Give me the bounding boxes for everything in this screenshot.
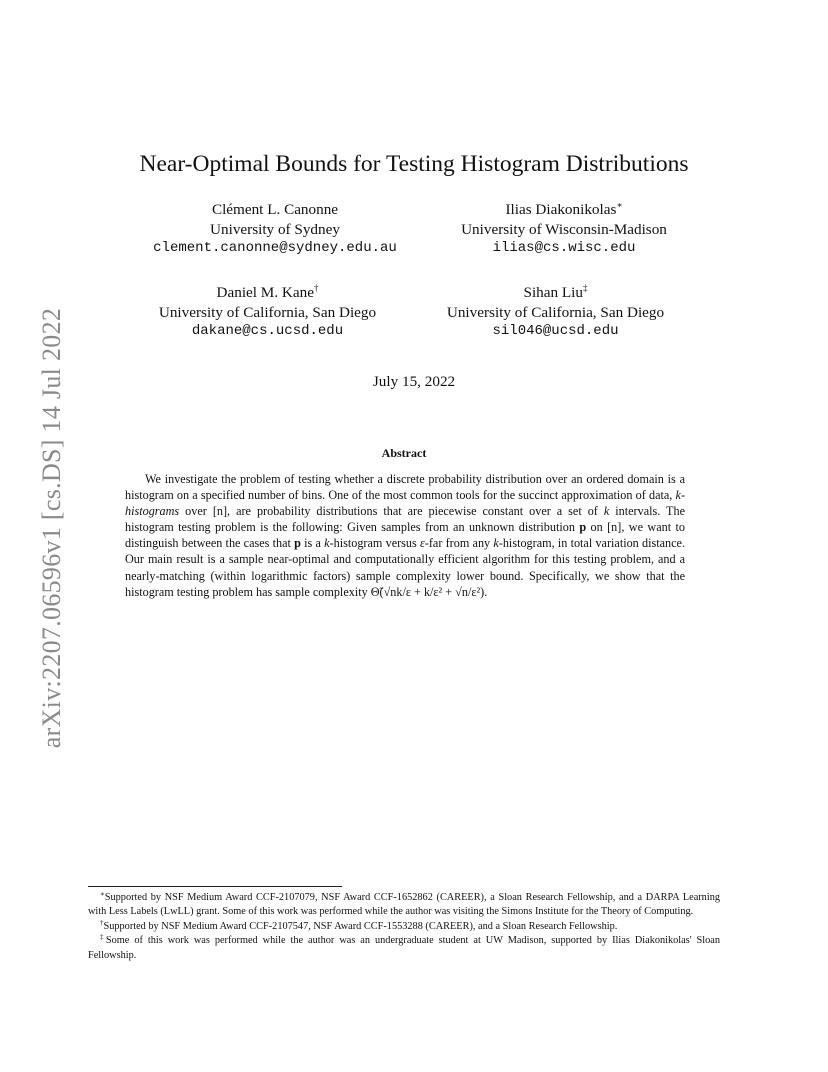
author-affiliation: University of California, San Diego — [446, 303, 665, 321]
paper-title: Near-Optimal Bounds for Testing Histogram Distributions — [139, 151, 689, 177]
complexity-formula: Θ̃(√nk/ε + k/ε² + √n/ε²) — [370, 584, 485, 599]
footnotes — [88, 891, 720, 963]
author-email[interactable]: ilias@cs.wisc.edu — [492, 240, 636, 256]
arxiv-stamp: arXiv:2207.06596v1 [cs.DS] 14 Jul 2022 — [37, 307, 66, 749]
paper-date: July 15, 2022 — [372, 373, 456, 390]
author-name: Clément L. Canonne — [211, 201, 339, 218]
author-affiliation: University of California, San Diego — [158, 303, 377, 321]
author-block — [139, 200, 411, 259]
footnote-divider — [88, 886, 342, 887]
footnote: ‡Some of this work was performed while the author was an undergraduate student at UW Madison, supported by Ilias Diakonikolas' Sloan Fellowship. — [88, 933, 721, 961]
abstract-body: We investigate the problem of testing whether a discrete probability distribution over an ordered domain is a histogram on a specified number of bins. One of the most common tools for the succinct approximation of data, k-histograms over [n], are probability distributions that are piecewise constant over a set of k intervals. The histogram testing problem is the following: Given samples from an unknown distribution p on [n], we want to distinguish between the cases that p is a k-histogram versus ε-far from any k-histogram, in total variation distance. Our main result is a sample near-optimal and computationally efficient algorithm for this testing problem, and a nearly-matching (within logarithmic factors) sample complexity lower bound. Specifically, we show that the histogram testing problem has sample complexity Θ̃(√nk/ε + k/ε² + √n/ε²). — [125, 472, 686, 599]
abstract-heading: Abstract — [381, 446, 427, 460]
author-block — [135, 283, 400, 342]
footnote: ∗Supported by NSF Medium Award CCF-2107079, NSF Award CCF-1652862 (CAREER), a Sloan Research Fellowship, and a DARPA Learning with Less Labels (LwLL) grant. Some of this work was performed while the author was visiting the Simons Institute for the Theory of Computing. — [88, 890, 720, 918]
author-affiliation: University of Sydney — [210, 220, 340, 238]
footnote: †Supported by NSF Medium Award CCF-2107547, NSF Award CCF-1553288 (CAREER), and a Sloan Research Fellowship. — [100, 918, 618, 932]
author-affiliation: University of Wisconsin-Madison — [461, 220, 667, 238]
author-email[interactable]: sil046@ucsd.edu — [492, 323, 619, 339]
author-name: Daniel M. Kane† — [216, 283, 319, 301]
author-name: Sihan Liu‡ — [523, 283, 588, 301]
author-email[interactable]: clement.canonne@sydney.edu.au — [153, 240, 397, 256]
author-email[interactable]: dakane@cs.ucsd.edu — [191, 323, 344, 339]
author-block — [414, 283, 697, 342]
author-block — [440, 200, 688, 259]
author-name: Ilias Diakonikolas∗ — [505, 200, 623, 218]
